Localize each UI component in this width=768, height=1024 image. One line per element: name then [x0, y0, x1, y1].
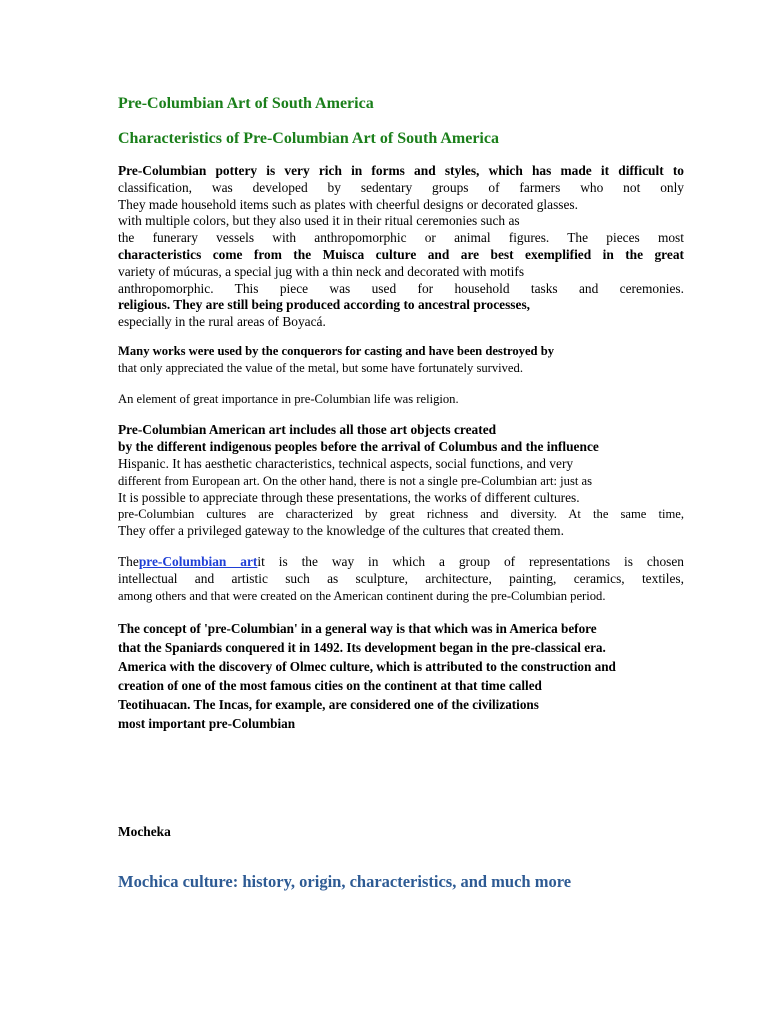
text-line: most important pre-Columbian	[118, 716, 296, 732]
text-line: They offer a privileged gateway to the knowledge of the cultures that created them.	[118, 523, 564, 539]
text-line	[118, 554, 684, 571]
text-line: pre-Columbian cultures are characterized by great richness and diversity. At the same time,	[118, 507, 684, 522]
text-line: Teotihuacan. The Incas, for example, are considered one of the civilizations	[118, 697, 539, 713]
text-line: The concept of 'pre-Columbian' in a general way is that which was in America before	[118, 621, 597, 637]
text-line: among others and that were created on the American continent during the pre-Columbian period.	[118, 588, 606, 603]
text-line: characteristics come from the Muisca culture and are best exemplified in the great	[118, 246, 684, 262]
document-page	[118, 92, 684, 891]
text-line: anthropomorphic. This piece was used for household tasks and ceremonies.	[118, 280, 684, 296]
text-line: that the Spaniards conquered it in 1492. Its development began in the pre-classical era.	[118, 640, 606, 656]
text-line: Pre-Columbian American art includes all those art objects created	[118, 422, 497, 438]
text-line: different from European art. On the other hand, there is not a single pre-Columbian art: just as	[118, 473, 592, 488]
text-line: the funerary vessels with anthropomorphic or animal figures. The pieces most	[118, 230, 684, 246]
text-line: America with the discovery of Olmec culture, which is attributed to the construction and	[118, 659, 616, 675]
text-line: with multiple colors, but they also used it in their ritual ceremonies such as	[118, 213, 520, 229]
paragraph-religion	[118, 391, 684, 408]
mochica-culture-link[interactable]: Mochica culture: history, origin, characteristics, and much more	[118, 872, 572, 891]
text-line: religious. They are still being produced according to ancestral processes,	[118, 297, 531, 313]
text-line: Hispanic. It has aesthetic characteristics, technical aspects, social functions, and very	[118, 455, 574, 471]
paragraph-american-art	[118, 422, 684, 540]
pre-columbian-art-link[interactable]: pre-Columbian art	[138, 553, 258, 569]
text-line: Many works were used by the conquerors for casting and have been destroyed by	[118, 343, 555, 358]
page-title: Pre-Columbian Art of South America	[118, 95, 374, 112]
text-line: An element of great importance in pre-Columbian life was religion.	[118, 391, 459, 406]
text-line: that only appreciated the value of the metal, but some have fortunately survived.	[118, 360, 523, 375]
paragraph-pottery	[118, 163, 684, 331]
text-line: intellectual and artistic such as sculpture, architecture, painting, ceramics, textiles,	[118, 570, 684, 586]
paragraph-definition	[118, 554, 684, 604]
text-fragment: it is the way in which a group of representations is chosen	[257, 553, 684, 569]
text-line: creation of one of the most famous cities on the continent at that time called	[118, 678, 542, 694]
paragraph-conquerors	[118, 343, 684, 377]
text-line: Pre-Columbian pottery is very rich in forms and styles, which has made it difficult to	[118, 163, 684, 178]
text-line: classification, was developed by sedentary groups of farmers who not only	[118, 179, 684, 195]
text-line: They made household items such as plates with cheerful designs or decorated glasses.	[118, 196, 578, 212]
text-fragment: The	[118, 553, 139, 569]
text-line: It is possible to appreciate through these presentations, the works of different cultures.	[118, 489, 580, 505]
text-line: variety of múcuras, a special jug with a thin neck and decorated with motifs	[118, 263, 525, 279]
text-line: especially in the rural areas of Boyacá.	[118, 314, 326, 330]
text-line: by the different indigenous peoples before the arrival of Columbus and the influence	[118, 439, 599, 455]
paragraph-concept	[118, 619, 684, 733]
section-heading: Characteristics of Pre-Columbian Art of South America	[118, 130, 499, 147]
mocheka-label: Mocheka	[118, 824, 171, 839]
